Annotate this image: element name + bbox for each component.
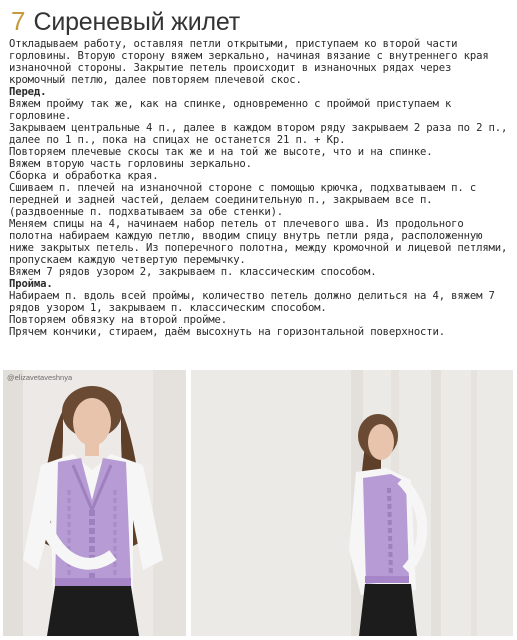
paragraph: Прячем кончики, стираем, даём высохнуть на горизонтальной поверхности. (9, 326, 445, 338)
paragraph: Вяжем 7 рядов узором 2, закрываем п. классическим способом. (9, 266, 377, 278)
section-number: 7 (11, 6, 26, 36)
paragraph: Повторяем плечевые скосы так же и на той же высоте, что и на спинке. (9, 146, 433, 158)
photo-side-view (191, 370, 513, 636)
paragraph: Повторяем обвязку на второй пройме. (9, 314, 227, 326)
paragraph: Закрываем центральные 4 п., далее в каждом втором ряду закрываем 2 раза по 2 п., далее по 1 п., пока на спицах не останется 21 п. + Кр. (9, 122, 514, 146)
photo-gallery (3, 370, 513, 636)
paragraph: Сборка и обработка края. (9, 170, 159, 182)
section-heading: Перед. (9, 86, 47, 98)
photo-front-illustration (3, 370, 186, 636)
page-title: Сиреневый жилет (33, 8, 240, 36)
paragraph: Набираем п. вдоль всей проймы, количество петель должно делиться на 4, вяжем 7 рядов узором 1, закрываем п. классическим способом. (9, 290, 502, 314)
paragraph: Вяжем пройму так же, как на спинке, одновременно с проймой приступаем к горловине. (9, 98, 458, 122)
section-heading: Пройма. (9, 278, 53, 290)
watermark: @elizavetaveshnya (7, 373, 73, 382)
paragraph: Вяжем вторую часть горловины зеркально. (9, 158, 252, 170)
paragraph: Меняем спицы на 4, начинаем набор петель от плечевого шва. Из продольного полотна набираем каждую петлю, вводим спицу внутрь петли ряда, расположенную ниже закрытых петель. Из поперечного полотна, между кромочной и лицевой петлями, пропускаем каждую четвертую перемычку. (9, 218, 514, 266)
photo-side-illustration (191, 370, 513, 636)
instructions-text (9, 38, 514, 338)
paragraph: Сшиваем п. плечей на изнаночной стороне с помощью крючка, подхватываем п. с передней и задней частей, делаем соединительную п., закрываем все п. (раздвоенные п. подхватываем за обе стенки). (9, 182, 483, 218)
photo-front-view (3, 370, 186, 636)
header (11, 6, 240, 36)
paragraph: Откладываем работу, оставляя петли открытыми, приступаем ко второй части горловины. Вторую сторону вяжем зеркально, начиная вязание с внутреннего края изнаночной стороны. Закрытие петель происходит в изнаночных рядах через кромочный петлю, далее повторяем плечевой скос. (9, 38, 495, 86)
